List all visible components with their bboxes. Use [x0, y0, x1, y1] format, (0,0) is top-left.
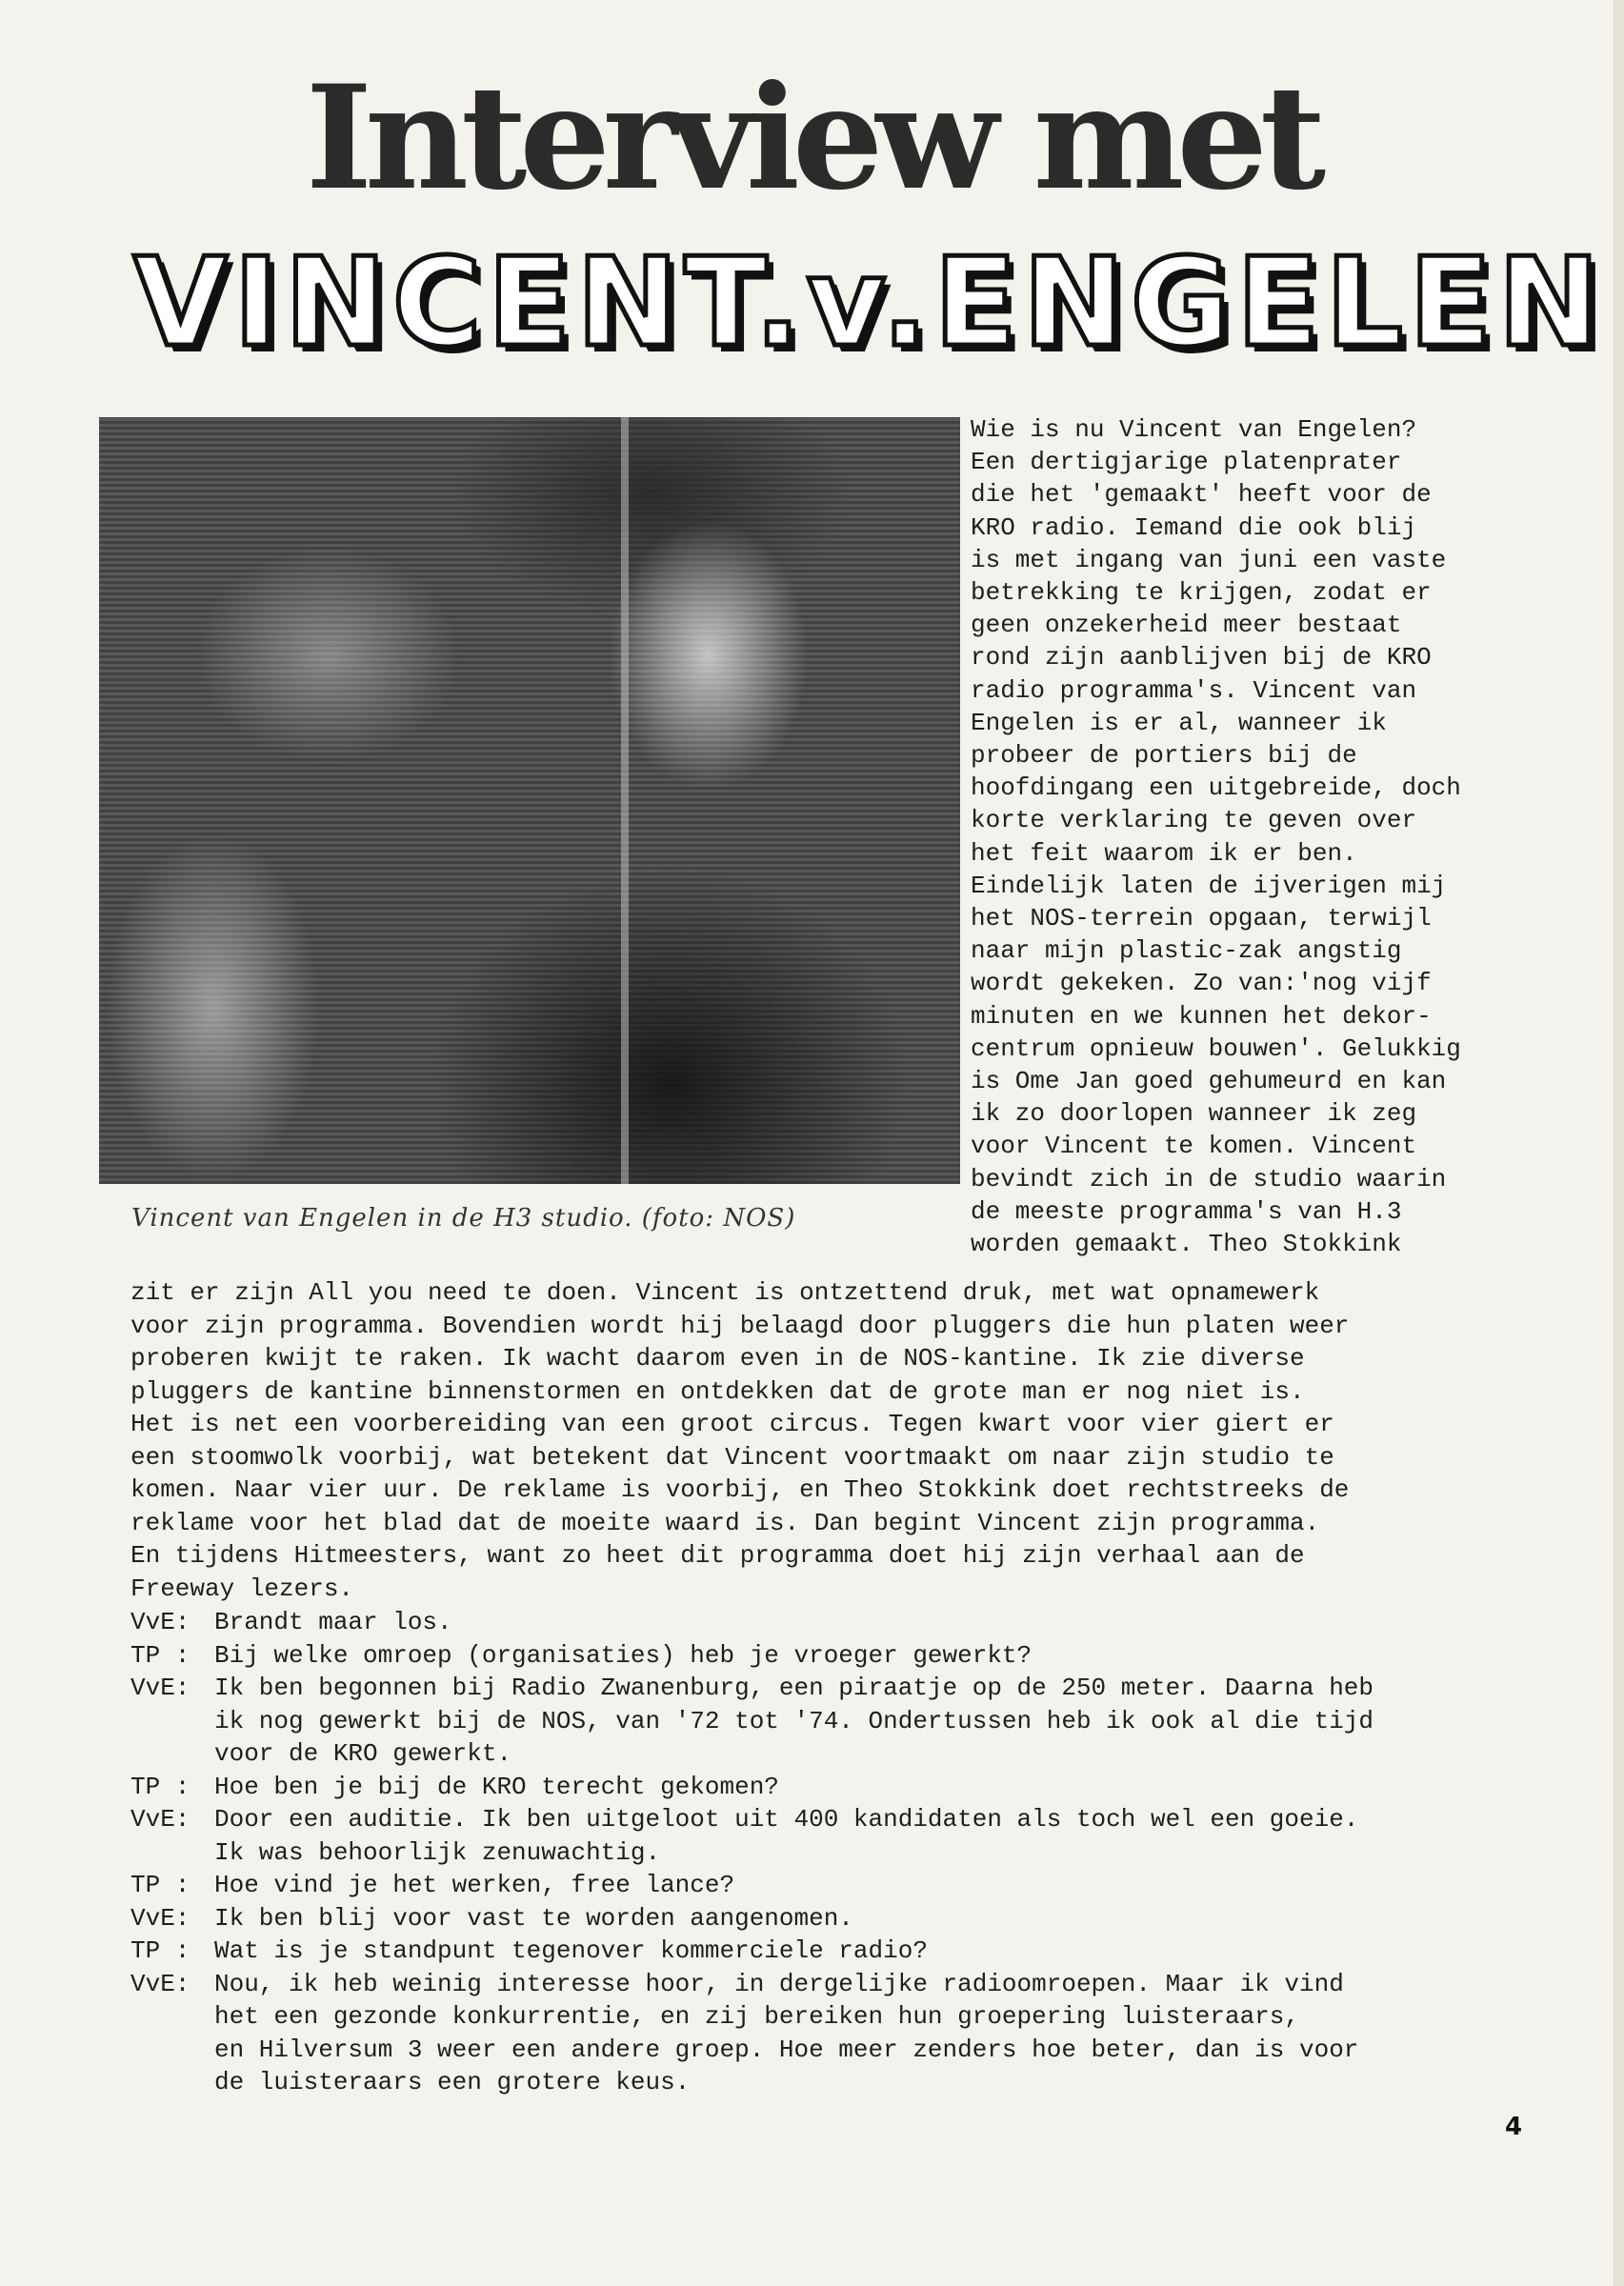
speaker-label: VvE: — [130, 1805, 190, 1834]
text-line: KRO radio. Iemand die ook blij — [971, 512, 1417, 542]
speaker-label: TP : — [130, 1640, 190, 1670]
transcript-text: Brandt maar los. — [214, 1608, 452, 1636]
text-line: Wie is nu Vincent van Engelen? — [971, 415, 1417, 444]
transcript-line — [130, 1968, 1502, 2001]
text-line: korte verklaring te geven over — [971, 806, 1417, 835]
page-number: 4 — [1505, 2113, 1523, 2141]
transcript-line — [130, 2034, 1502, 2067]
headline: Interview met — [305, 54, 1319, 222]
text-line: Het is net een voorbereiding van een groot circus. Tegen kwart voor vier giert er — [130, 1410, 1334, 1438]
text-line: probeer de portiers bij de — [971, 741, 1357, 771]
headline-name: VINCENT.v.ENGELEN — [133, 232, 1606, 374]
transcript-line — [130, 1672, 1502, 1705]
text-line: Freeway lezers. — [130, 1574, 354, 1603]
transcript-line — [130, 1606, 1502, 1639]
text-line: En tijdens Hitmeesters, want zo heet dit programma doet hij zijn verhaal aan de — [130, 1541, 1305, 1570]
speaker-label: VvE: — [130, 1969, 190, 1998]
text-line: de meeste programma's van H.3 — [971, 1196, 1402, 1226]
transcript-text: Ik ben begonnen bij Radio Zwanenburg, een piraatje op de 250 meter. Daarna heb — [214, 1674, 1373, 1702]
text-line: komen. Naar vier uur. De reklame is voorbij, en Theo Stokkink doet rechtstreeks de — [130, 1475, 1350, 1504]
speaker-label: VvE: — [130, 1608, 190, 1636]
transcript-text: ik nog gewerkt bij de NOS, van '72 tot '74. Ondertussen heb ik ook al die tijd — [214, 1706, 1373, 1735]
photo — [99, 417, 960, 1184]
text-line: die het 'gemaakt' heeft voor de — [971, 480, 1432, 510]
text-line: wordt gekeken. Zo van:'nog vijf — [971, 969, 1432, 998]
transcript-text: de luisteraars een grotere keus. — [214, 2068, 691, 2096]
text-line: het NOS-terrein opgaan, terwijl — [971, 904, 1432, 933]
photo-caption: Vincent van Engelen in de H3 studio. (foto: NOS) — [131, 1204, 796, 1233]
transcript-line — [130, 1705, 1502, 1738]
transcript-text: Wat is je standpunt tegenover kommerciele radio? — [214, 1936, 928, 1965]
text-line: ik zo doorlopen wanneer ik zeg — [971, 1099, 1417, 1129]
text-line: voor Vincent te komen. Vincent — [971, 1132, 1417, 1161]
text-line: pluggers de kantine binnenstormen en ontdekken dat de grote man er nog niet is. — [130, 1376, 1305, 1406]
speaker-label — [130, 1705, 214, 1738]
interview-transcript — [130, 1606, 1502, 2099]
speaker-label: TP : — [130, 1936, 190, 1965]
text-line: minuten en we kunnen het dekor- — [971, 1001, 1432, 1031]
text-line: rond zijn aanblijven bij de KRO — [971, 643, 1432, 672]
transcript-text: Ik ben blij voor vast te worden aangenomen. — [214, 1903, 853, 1933]
transcript-text: Ik was behoorlijk zenuwachtig. — [214, 1837, 661, 1867]
text-line: proberen kwijt te raken. Ik wacht daarom even in de NOS-kantine. Ik zie diverse — [130, 1344, 1305, 1373]
transcript-text: voor de KRO gewerkt. — [214, 1739, 512, 1768]
speaker-label — [130, 1836, 214, 1870]
transcript-text: Door een auditie. Ik ben uitgeloot uit 400 kandidaten als toch wel een goeie. — [214, 1805, 1359, 1834]
transcript-line — [130, 1639, 1502, 1673]
text-line: voor zijn programma. Bovendien wordt hij belaagd door pluggers die hun platen weer — [130, 1311, 1350, 1340]
transcript-line — [130, 1935, 1502, 1968]
text-line: Een dertigjarige platenprater — [971, 448, 1402, 477]
photo-microphone-stand — [621, 417, 629, 1184]
speaker-label: VvE: — [130, 1903, 190, 1933]
transcript-text: Hoe ben je bij de KRO terecht gekomen? — [214, 1772, 779, 1801]
text-line: een stoomwolk voorbij, wat betekent dat Vincent voortmaakt om naar zijn studio te — [130, 1442, 1334, 1472]
text-line: worden gemaakt. Theo Stokkink — [971, 1230, 1402, 1259]
text-line: bevindt zich in de studio waarin — [971, 1164, 1447, 1193]
text-line: Eindelijk laten de ijverigen mij — [971, 871, 1447, 900]
text-line: betrekking te krijgen, zodat er — [971, 578, 1432, 608]
text-line: radio programma's. Vincent van — [971, 675, 1417, 705]
text-line: naar mijn plastic-zak angstig — [971, 936, 1402, 966]
transcript-line — [130, 2000, 1502, 2034]
speaker-label: VvE: — [130, 1674, 190, 1702]
transcript-line — [130, 1902, 1502, 1935]
text-line: zit er zijn All you need te doen. Vincent is ontzettend druk, met wat opnamewerk — [130, 1278, 1320, 1307]
speaker-label — [130, 2034, 214, 2067]
transcript-text: Bij welke omroep (organisaties) heb je vroeger gewerkt? — [214, 1640, 1033, 1670]
text-line: is Ome Jan goed gehumeurd en kan — [971, 1067, 1447, 1096]
speaker-label: TP : — [130, 1772, 190, 1801]
text-line: hoofdingang een uitgebreide, doch — [971, 773, 1461, 803]
transcript-text: Hoe vind je het werken, free lance? — [214, 1871, 735, 1899]
page-edge — [1614, 0, 1624, 2286]
transcript-line — [130, 1803, 1502, 1836]
speaker-label — [130, 2066, 214, 2099]
transcript-text: het een gezonde konkurrentie, en zij bereiken hun groepering luisteraars, — [214, 2002, 1299, 2031]
transcript-line — [130, 2066, 1502, 2099]
transcript-line — [130, 1836, 1502, 1870]
transcript-line — [130, 1869, 1502, 1902]
transcript-text: Nou, ik heb weinig interesse hoor, in dergelijke radioomroepen. Maar ik vind — [214, 1969, 1344, 1998]
text-line: geen onzekerheid meer bestaat — [971, 611, 1402, 640]
text-line: reklame voor het blad dat de moeite waard is. Dan begint Vincent zijn programma. — [130, 1508, 1320, 1537]
transcript-text: en Hilversum 3 weer een andere groep. Hoe meer zenders hoe beter, dan is voor — [214, 2035, 1359, 2064]
text-line: het feit waarom ik er ben. — [971, 838, 1357, 868]
article-body — [130, 1276, 1502, 1605]
transcript-line — [130, 1771, 1502, 1804]
text-line: centrum opnieuw bouwen'. Gelukkig — [971, 1033, 1461, 1063]
intro-column — [971, 413, 1533, 1260]
transcript-line — [130, 1737, 1502, 1771]
text-line: Engelen is er al, wanneer ik — [971, 708, 1387, 737]
speaker-label: TP : — [130, 1871, 190, 1899]
text-line: is met ingang van juni een vaste — [971, 545, 1447, 574]
speaker-label — [130, 2000, 214, 2034]
speaker-label — [130, 1737, 214, 1771]
